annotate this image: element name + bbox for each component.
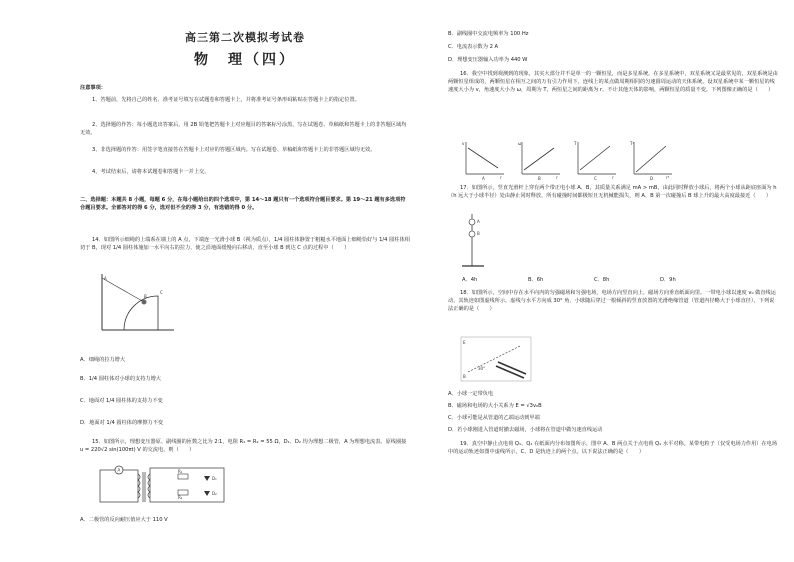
notice-item-4: 4、考试结束后，请将本试题卷和答题卡一并上交。 — [92, 169, 210, 175]
q19-stem: 19．真空中静止点电荷 Q₁、Q₂ 在纸面内分布如图所示，图中 A、B 两点关于点电荷 Q₁ 水平对称。某带电粒子（仅受电场力作用）在电场中的运动轨迹如图中虚线所示，C、D 是轨迹上的两个点。以下说法正确的是（ ） — [448, 441, 778, 455]
q15-option-b: B．副线圈中交流电频率为 100 Hz — [448, 31, 529, 37]
q16-graph-a — [462, 140, 506, 180]
q16-graph-d-ylabel: T² — [630, 141, 635, 146]
right-column — [448, 0, 778, 562]
q14-option-b: B．1/4 圆柱体对小球的支持力增大 — [80, 376, 161, 382]
notice-heading: 注意事项： — [80, 85, 106, 91]
q17-option-b: B．6h — [528, 277, 544, 283]
q16-graph-d-tag: D — [650, 176, 654, 181]
q14-fig-label-b: B — [144, 294, 147, 299]
exam-title: 高三第二次模拟考试卷 — [185, 31, 305, 44]
q15-fig-label-d1: D₁ — [212, 476, 217, 481]
notice-item-2: 2、选择题的作答：每小题选出答案后，用 2B 铅笔把答题卡上对应题目的答案标号涂黑，写在试题卷、草稿纸和答题卡上的非答题区域均无效。 — [80, 122, 407, 136]
q17-stem: 17．如图所示，竖直光滑杆上穿有两个带正电小球 A、B，其质量关系满足 mA > mB，由此同时释放小球后，将两个小球从距底座面为 h（h 远大于小球半径）处由静止同时释放，所有碰撞时间都极短且无机械能损失，则 A、B 第一次碰撞后 B 球上升的最大高度最接近（ ） — [448, 185, 777, 199]
q14-figure — [98, 272, 178, 332]
q15-fig-label-r1: R₁ — [178, 469, 183, 474]
notice-item-1: 1、答题前，先将自己的姓名、准考证号填写在试题卷和答题卡上，并将准考证号条形码粘贴在答题卡上的指定位置。 — [92, 97, 360, 103]
q16-graph-c-tag: C — [594, 176, 597, 181]
q17-option-d: D．9h — [660, 277, 676, 283]
q15-stem: 15．如图所示，理想变压器原、副线圈的匝数之比为 2∶1，电阻 R₁ = R₂ = 55 Ω，D₁、D₂ 均为理想二极管，A 为理想电流表。原线圈接 u = 220√2 sin(100πt) V 的交流电，则（ ） — [80, 439, 407, 453]
q16-graph-b — [518, 140, 562, 180]
q14-option-d: D．地面对 1/4 圆柱体的摩擦力不变 — [80, 420, 164, 426]
q17-figure — [460, 212, 490, 272]
q18-fig-label-e: E — [463, 340, 466, 345]
q18-figure — [460, 336, 532, 382]
q16-graph-d — [630, 140, 674, 180]
q16-graph-c-xlabel: r — [612, 175, 614, 180]
left-column — [80, 0, 410, 562]
notice-item-3: 3、非选择题的作答：用签字笔直接答在答题卡上对应的答题区域内。写在试题卷、草稿纸和答题卡上的非答题区域均无效。 — [92, 147, 376, 153]
q17-fig-label-a: A — [477, 219, 480, 224]
q18-option-a: A．小球一定带负电 — [448, 391, 494, 397]
q16-stem: 16．我空中找到观测到的现象，其实大部分并不是单一的一颗恒星，而是多星系统。在多星系统中，双星系统又是最常见的，双星系统是由两颗恒星组成的，两颗恒星在相互之间的万有引力作用下，连线上的某点做周期相同的匀速圆周运动的天体系统。设双星系统中某一颗恒星的线速度大小为 v，角速度大小为 ω，周期为 T，两恒星之间的距离为 r，不计其他天体的影响，两颗恒星的质量不变。下列图像正确的是（ ） — [448, 71, 778, 93]
q18-stem: 18．如图所示，空间中存在水平向内的匀强磁场和匀强电场，电场方向竖直向上，磁场方向垂直纸面向里。一带电小球以速度 v₀ 做直线运动，其轨迹如图虚线所示，虚线与水平方向成 30° 角，小球随后穿过一根倾斜的竖直放置的光滑绝缘管道（管道内径略大于小球直径），下列说法正确的是（ ） — [448, 290, 776, 312]
q17-option-c: C．8h — [594, 277, 610, 283]
q16-graph-c — [574, 140, 618, 180]
q18-fig-label-angle: 30° — [478, 366, 486, 371]
q14-fig-label-c: C — [160, 290, 163, 295]
exam-subject: 物 理（四） — [194, 52, 296, 68]
q14-stem: 14．如图所示细绳的上端系在墙上的 A 点，下端连一光滑小球 B（视为质点），1/4 圆柱体静置于粗糙水平地面上细绳恰好与 1/4 圆柱体相切于 B，现对 1/4 圆柱体施加一水平向右的拉力，使之沿地面缓慢向右移动，直至小球 B 到达 C 点的过程中（ ） — [80, 237, 410, 251]
q14-fig-label-a: A — [104, 276, 107, 281]
q15-option-a: A．二极管的反向耐压值应大于 110 V — [80, 517, 168, 523]
q14-option-a: A．细绳的拉力增大 — [80, 357, 126, 363]
q17-option-a: A．4h — [462, 277, 478, 283]
q18-option-b: B．磁场和电场的大小关系为 E = √3v₀B — [448, 403, 542, 409]
q18-option-d: D．若小球刚进入管道时撤去磁场，小球将在管道中做匀速直线运动 — [448, 427, 603, 433]
q16-graph-b-xlabel: r — [556, 175, 558, 180]
q15-figure — [98, 464, 228, 506]
q15-fig-label-r2: R₂ — [178, 495, 183, 500]
q16-graph-b-ylabel: ω — [518, 141, 522, 146]
q16-graph-c-ylabel: T — [574, 141, 577, 146]
q16-graph-a-tag: A — [482, 176, 485, 181]
q14-option-c: C．地面对 1/4 圆柱体的支持力不变 — [80, 398, 163, 404]
q16-graph-d-xlabel: r³ — [666, 175, 670, 180]
q18-option-c: C．小球可能是从管道的乙端运动到甲端 — [448, 415, 540, 421]
q18-fig-label-b: B — [463, 374, 466, 379]
q15-option-c: C．电流表示数为 2 A — [448, 44, 499, 50]
q15-option-d: D．理想变压器输入功率为 440 W — [448, 57, 528, 63]
q15-fig-label-ammeter: A — [117, 467, 121, 473]
q16-graph-a-ylabel: v — [462, 141, 465, 146]
q16-graph-b-tag: B — [538, 176, 541, 181]
q15-fig-label-d2: D₂ — [212, 491, 217, 496]
section-heading: 二、选择题：本题共 8 小题，每题 6 分，在每小题给出的四个选项中，第 14～18 题只有一个选项符合题目要求。第 19～21 题有多选项符合题目要求。全部答对的得 6 分，选对但不全的得 3 分，有选错的得 0 分。 — [80, 197, 406, 211]
q16-graph-a-xlabel: r — [500, 175, 502, 180]
q17-fig-label-b: B — [477, 231, 480, 236]
